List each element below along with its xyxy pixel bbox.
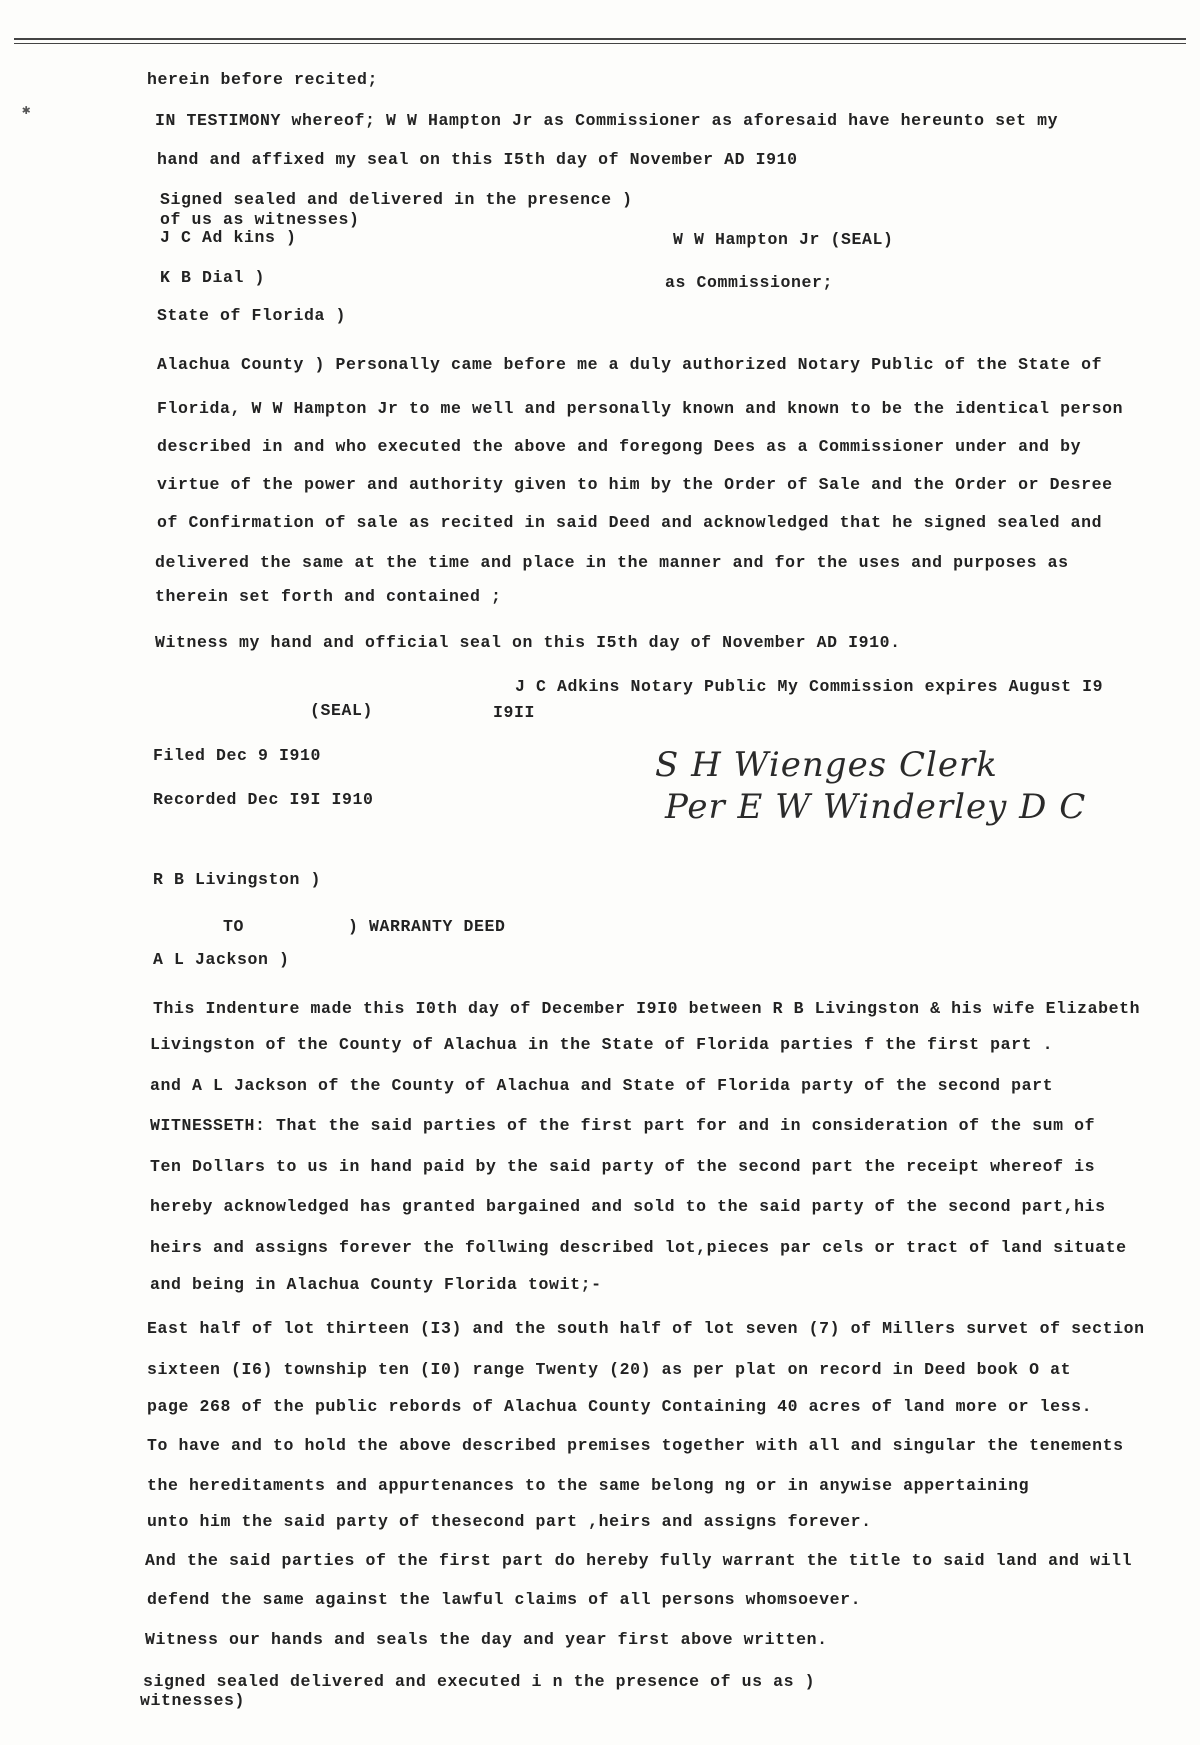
deed-body-line: page 268 of the public rebords of Alachua County Containing 40 acres of land more or less.: [147, 1397, 1093, 1416]
notary-year: I9II: [493, 703, 536, 722]
witness-1: J C Ad kins ): [160, 228, 297, 247]
signer-name: W W Hampton Jr (SEAL): [673, 230, 894, 249]
deed-body-line: And the said parties of the first part do hereby fully warrant the title to said land and will: [145, 1551, 1133, 1570]
testimony-line-2: hand and affixed my seal on this I5th day of November AD I910: [157, 150, 798, 169]
deed-body-line: East half of lot thirteen (I3) and the south half of lot seven (7) of Millers survet of section: [147, 1319, 1145, 1338]
signer-role: as Commissioner;: [665, 273, 834, 292]
deed-body-line: and being in Alachua County Florida towit;-: [150, 1275, 602, 1294]
recorded-date: Recorded Dec I9I I910: [153, 790, 374, 809]
line-recited: herein before recited;: [147, 70, 379, 89]
deed-body-line: Witness our hands and seals the day and year first above written.: [145, 1630, 828, 1649]
deed-body-line: defend the same against the lawful claims of all persons whomsoever.: [147, 1590, 862, 1609]
signed-presence-2: witnesses): [140, 1691, 246, 1710]
filed-date: Filed Dec 9 I910: [153, 746, 322, 765]
deed-body-line: Livingston of the County of Alachua in the State of Florida parties f the first part .: [150, 1035, 1054, 1054]
ack-line: Florida, W W Hampton Jr to me well and personally known and known to be the identical person: [157, 399, 1124, 418]
ack-line: virtue of the power and authority given to him by the Order of Sale and the Order or Desree: [157, 475, 1113, 494]
deed-body-line: Ten Dollars to us in hand paid by the said party of the second part the receipt whereof is: [150, 1157, 1096, 1176]
deed-body-line: and A L Jackson of the County of Alachua and State of Florida party of the second part: [150, 1076, 1054, 1095]
deputy-clerk-signature: Per E W Winderley D C: [665, 787, 1087, 827]
testimony-line: IN TESTIMONY whereof; W W Hampton Jr as Commissioner as aforesaid have hereunto set my: [155, 111, 1059, 130]
witness-line: Witness my hand and official seal on this I5th day of November AD I910.: [155, 633, 901, 652]
ack-line: described in and who executed the above and foregong Dees as a Commissioner under and by: [157, 437, 1082, 456]
top-rule-thin: [14, 43, 1186, 44]
margin-mark: ✱: [22, 103, 31, 119]
notary-line: J C Adkins Notary Public My Commission expires August I9: [515, 677, 1104, 696]
ack-line: therein set forth and contained ;: [155, 587, 502, 606]
ack-line: of Confirmation of sale as recited in said Deed and acknowledged that he signed sealed and: [157, 513, 1103, 532]
top-rule: [14, 38, 1186, 40]
deed-body-line: This Indenture made this I0th day of December I9I0 between R B Livingston & his wife Elizabeth: [153, 999, 1141, 1018]
witness-2: K B Dial ): [160, 268, 266, 287]
deed-body-line: WITNESSETH: That the said parties of the first part for and in consideration of the sum of: [150, 1116, 1096, 1135]
deed-body-line: the hereditaments and appurtenances to the same belong ng or in anywise appertaining: [147, 1476, 1030, 1495]
party-1: R B Livingston ): [153, 870, 322, 889]
seal-label: (SEAL): [310, 701, 374, 720]
deed-body-line: unto him the said party of thesecond part ,heirs and assigns forever.: [147, 1512, 872, 1531]
deed-body-line: sixteen (I6) township ten (I0) range Twenty (20) as per plat on record in Deed book O at: [147, 1360, 1072, 1379]
ack-line: Alachua County ) Personally came before me a duly authorized Notary Public of the State of: [157, 355, 1103, 374]
signed-line: Signed sealed and delivered in the presence ): [160, 190, 633, 209]
party-2: A L Jackson ): [153, 950, 290, 969]
signed-presence: signed sealed delivered and executed i n the presence of us as ): [143, 1672, 816, 1691]
deed-body-line: hereby acknowledged has granted bargained and sold to the said party of the second part,his: [150, 1197, 1106, 1216]
deed-title: ) WARRANTY DEED: [348, 917, 506, 936]
signed-line-2: of us as witnesses): [160, 210, 360, 229]
to-label: TO: [223, 917, 245, 936]
clerk-signature: S H Wienges Clerk: [655, 745, 998, 785]
ack-state: State of Florida ): [157, 306, 347, 325]
deed-body-line: To have and to hold the above described premises together with all and singular the tenements: [147, 1436, 1124, 1455]
ack-line: delivered the same at the time and place in the manner and for the uses and purposes as: [155, 553, 1069, 572]
deed-body-line: heirs and assigns forever the follwing described lot,pieces par cels or tract of land situate: [150, 1238, 1127, 1257]
